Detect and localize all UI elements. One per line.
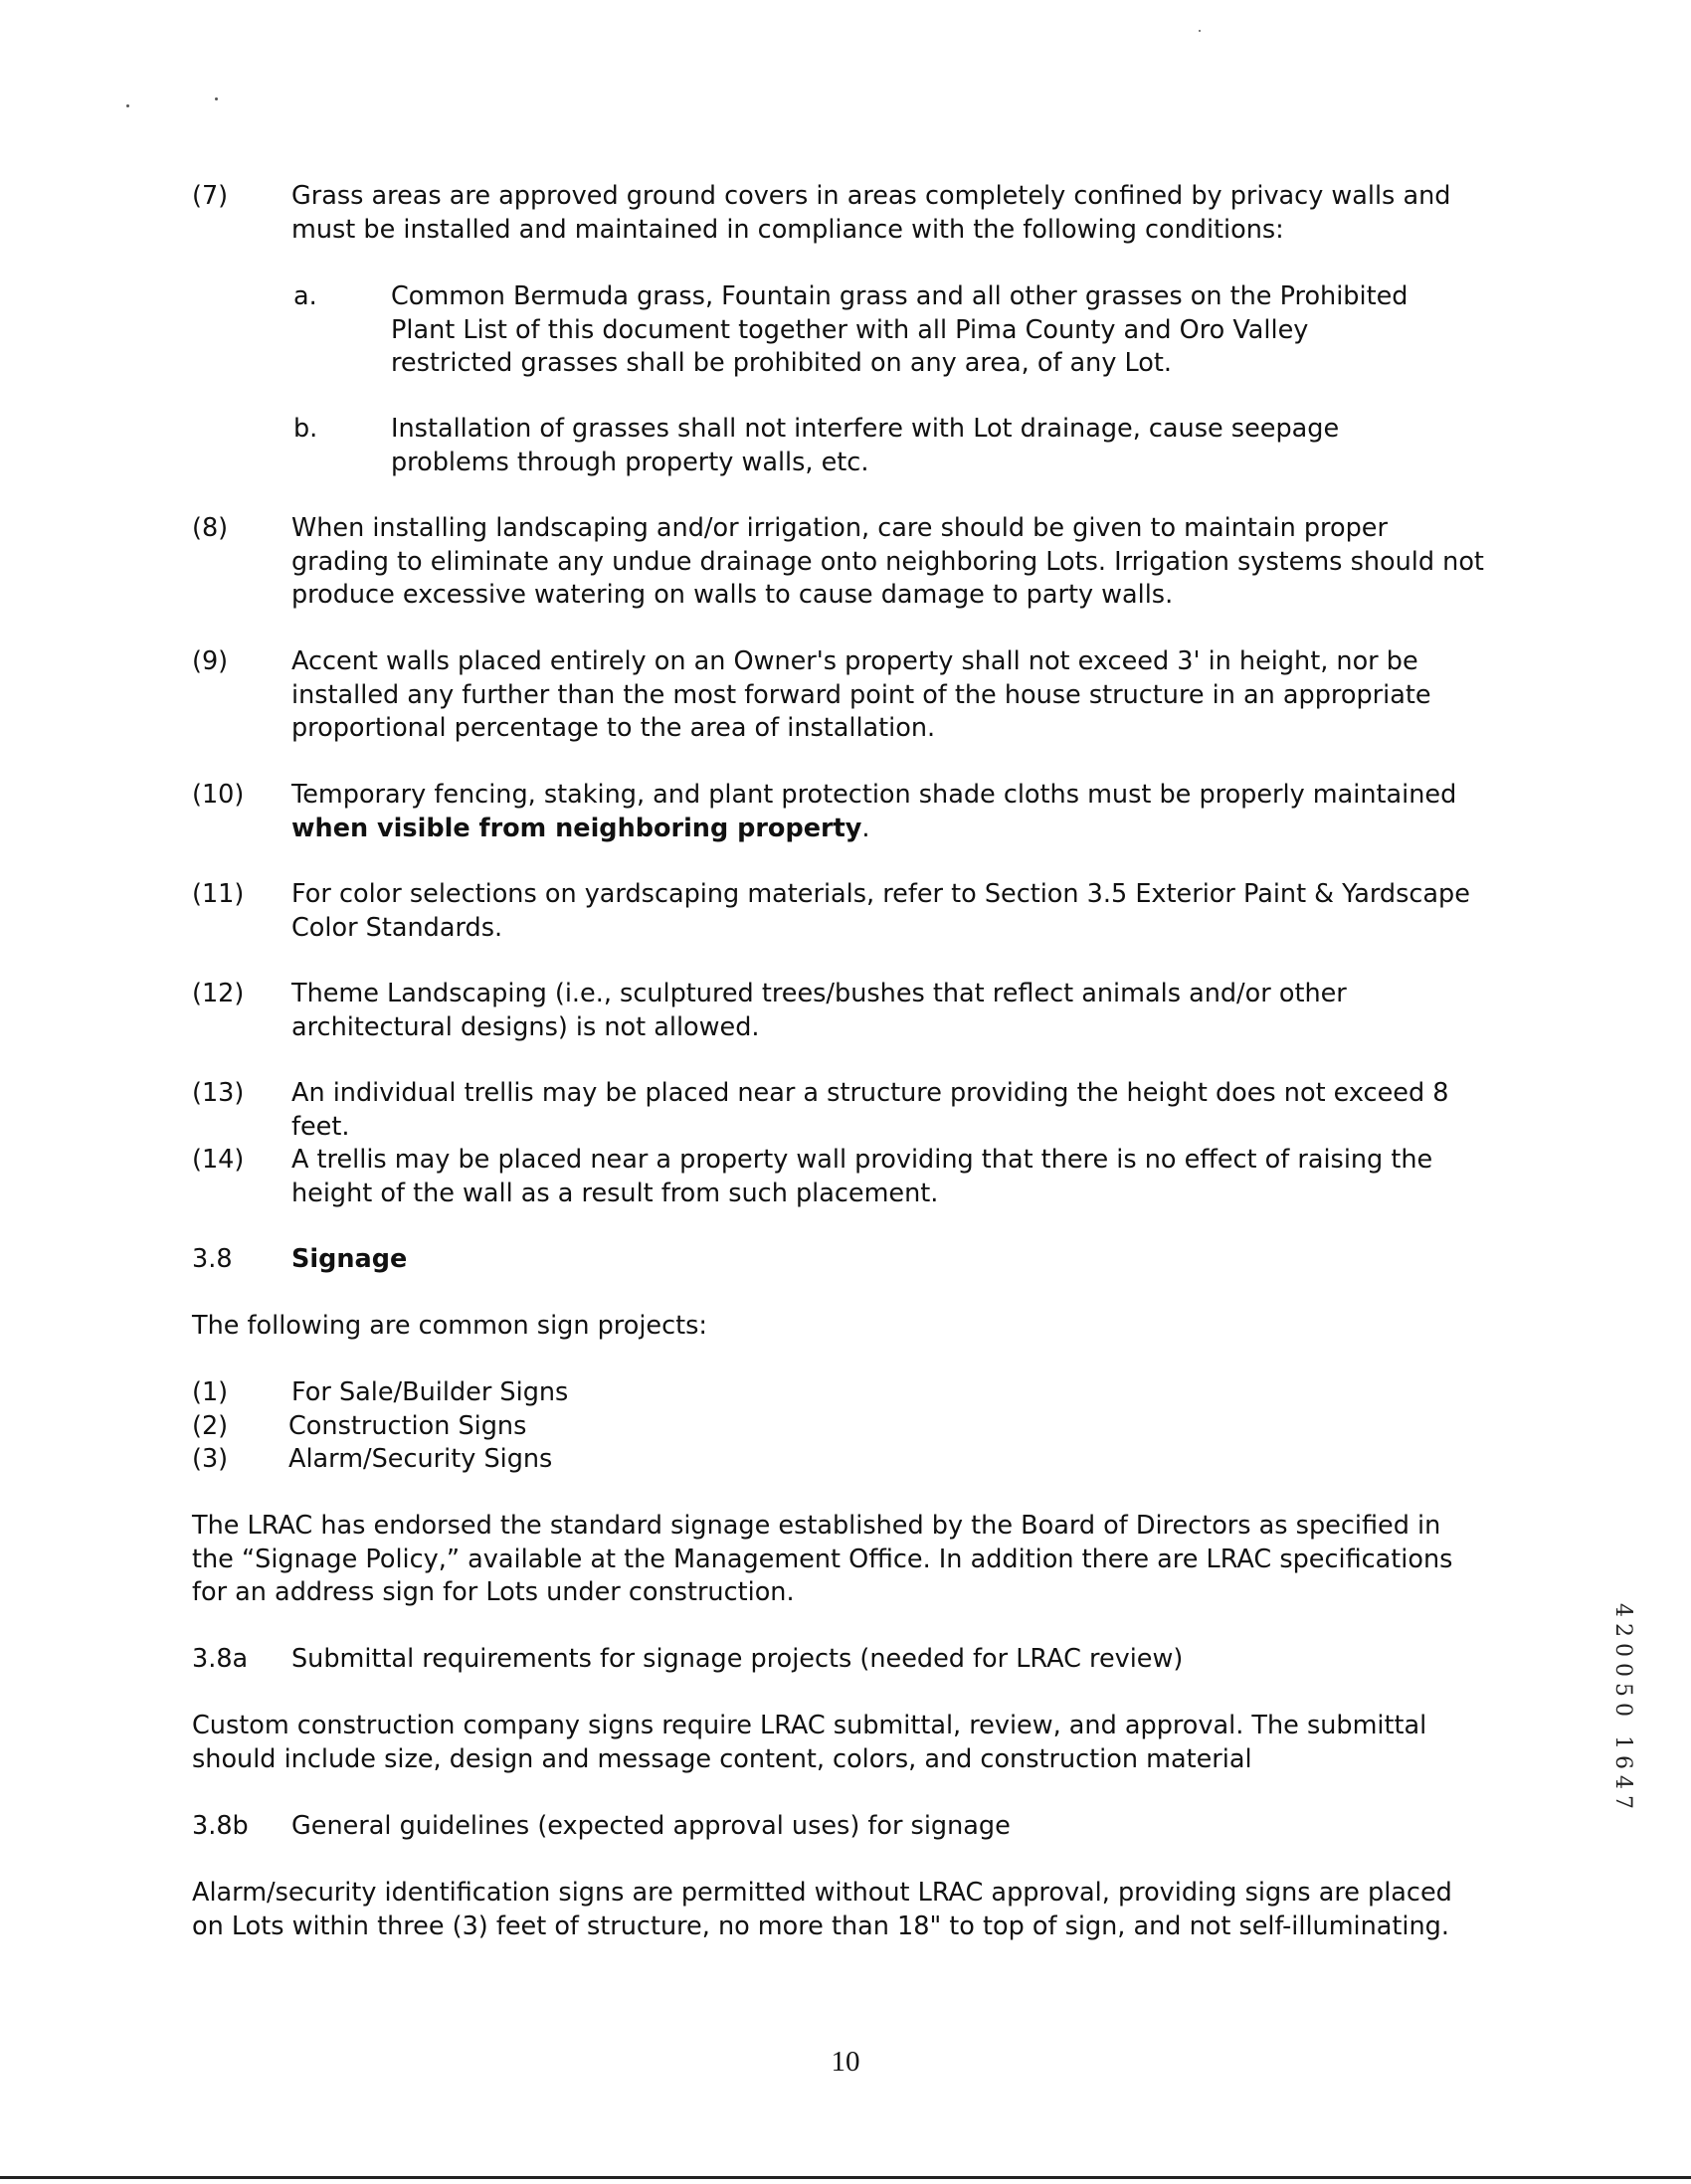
item-text (291, 779, 1485, 845)
item-number: (8) (192, 513, 229, 543)
item-text: An individual trellis may be placed near a structure providing the height does not exceed 8 feet. (291, 1078, 1449, 1142)
subsection-title: Submittal requirements for signage projects (needed for LRAC review) (291, 1644, 1184, 1674)
item-text-bold: when visible from neighboring property (291, 813, 862, 843)
item-number: (7) (192, 181, 229, 211)
item-number: (9) (192, 646, 229, 676)
item-number: (12) (192, 979, 245, 1008)
page-number: 10 (831, 2046, 860, 2078)
scan-speck (1199, 30, 1201, 32)
item-text: Accent walls placed entirely on an Owner's property shall not exceed 3' in height, nor be installed any further than the most forward point of the house structure in an appropriate proportional percentage to the area of installation. (291, 646, 1431, 743)
item-text: Theme Landscaping (i.e., sculptured trees/bushes that reflect animals and/or other architectural designs) is not allowed. (291, 979, 1347, 1042)
item-text: For Sale/Builder Signs (291, 1377, 569, 1407)
bates-number: 420050 1647 (1610, 1603, 1635, 1815)
item-number: (14) (192, 1145, 245, 1175)
item-text: Installation of grasses shall not interfere with Lot drainage, cause seepage problems through property walls, etc. (391, 414, 1340, 477)
item-text-end: . (861, 813, 870, 843)
item-text: A trellis may be placed near a property wall providing that there is no effect of raising the height of the wall as a result from such placement. (291, 1145, 1433, 1208)
lrac-paragraph: The LRAC has endorsed the standard signage established by the Board of Directors as specified in the “Signage Policy,” available at the Management Office. In addition there are LRAC specifications for an address sign for Lots under construction. (192, 1511, 1453, 1607)
section-title: Signage (291, 1244, 408, 1274)
item-number: (2) (192, 1411, 229, 1441)
intro-paragraph: The following are common sign projects: (192, 1311, 707, 1341)
item-text: When installing landscaping and/or irrigation, care should be given to maintain proper grading to eliminate any undue drainage onto neighboring Lots. Irrigation systems should not produce excessive watering on walls to cause damage to party walls. (291, 513, 1484, 610)
subsection-title: General guidelines (expected approval uses) for signage (291, 1811, 1011, 1841)
subsection-number: 3.8a (192, 1644, 249, 1674)
item-number: (1) (192, 1377, 229, 1407)
guidelines-paragraph: Alarm/security identification signs are permitted without LRAC approval, providing signs are placed on Lots within three (3) feet of structure, no more than 18" to top of sign, and not self-illuminating. (192, 1878, 1452, 1941)
section-number: 3.8 (192, 1244, 233, 1274)
subsection-number: 3.8b (192, 1811, 249, 1841)
item-number: (11) (192, 879, 245, 909)
page-bottom-edge (0, 2176, 1691, 2179)
item-number: (3) (192, 1444, 229, 1474)
item-text: Grass areas are approved ground covers in areas completely confined by privacy walls and must be installed and maintained in compliance with the following conditions: (291, 181, 1451, 245)
item-number: (10) (192, 780, 245, 810)
item-text: Alarm/Security Signs (288, 1444, 553, 1474)
item-letter: a. (293, 281, 317, 311)
item-letter: b. (293, 414, 318, 444)
item-text: Common Bermuda grass, Fountain grass and all other grasses on the Prohibited Plant List of this document together with all Pima County and Oro Valley restricted grasses shall be prohibited on any area, of any Lot. (391, 281, 1409, 378)
item-text: For color selections on yardscaping materials, refer to Section 3.5 Exterior Paint & Yardscape Color Standards. (291, 879, 1470, 943)
item-text: Construction Signs (288, 1411, 527, 1441)
item-number: (13) (192, 1078, 245, 1108)
item-text-plain: Temporary fencing, staking, and plant protection shade cloths must be properly maintained (291, 780, 1457, 810)
scan-speck (215, 97, 218, 100)
scan-speck (126, 104, 129, 107)
submittal-paragraph: Custom construction company signs require LRAC submittal, review, and approval. The submittal should include size, design and message content, colors, and construction material (192, 1711, 1427, 1774)
